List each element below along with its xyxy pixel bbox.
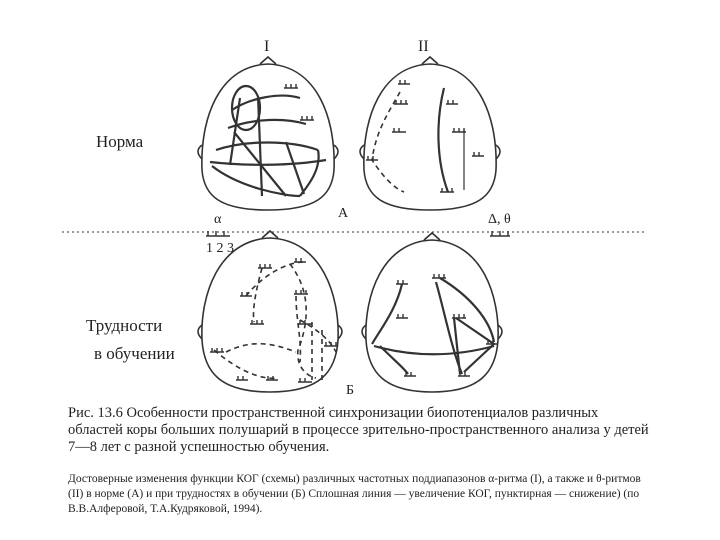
row-label-norm: Норма [96,132,144,151]
row-label-difficulty: Трудности [86,316,163,335]
legend-alpha-numbers: 1 2 3 [206,241,234,256]
figure-note: Достоверные изменения функции КОГ (схемы) различных частотных поддиапазонов α-ритма (I), а также и θ-ритмов (II) в норме (А) и при трудностях в обучении (Б) Сплошная линия — увеличение КОГ, пунктирная — снижение) (по В.В.Алферовой, Т.А.Кудряковой, 1994). [68,473,641,515]
head-top-right [364,64,496,210]
panel-letter-B: Б [346,383,355,398]
column-label-I: I [264,38,270,55]
figure-caption: Рис. 13.6 Особенности пространственной синхронизации биопотенциалов различных областей коры больших полушарий в процессе зрительно-пространственного анализа у детей 7—8 лет с разной успешностью обучения. [68,405,649,455]
head-bottom-right [366,240,498,392]
legend-delta-theta: Δ, θ [488,212,511,227]
column-label-II: II [418,38,429,55]
head-top-left [202,64,334,210]
head-bottom-left [202,238,338,392]
row-label-difficulty-line2: в обучении [94,344,175,363]
panel-letter-A: А [338,206,349,221]
legend-alpha-symbol: α [214,212,222,227]
